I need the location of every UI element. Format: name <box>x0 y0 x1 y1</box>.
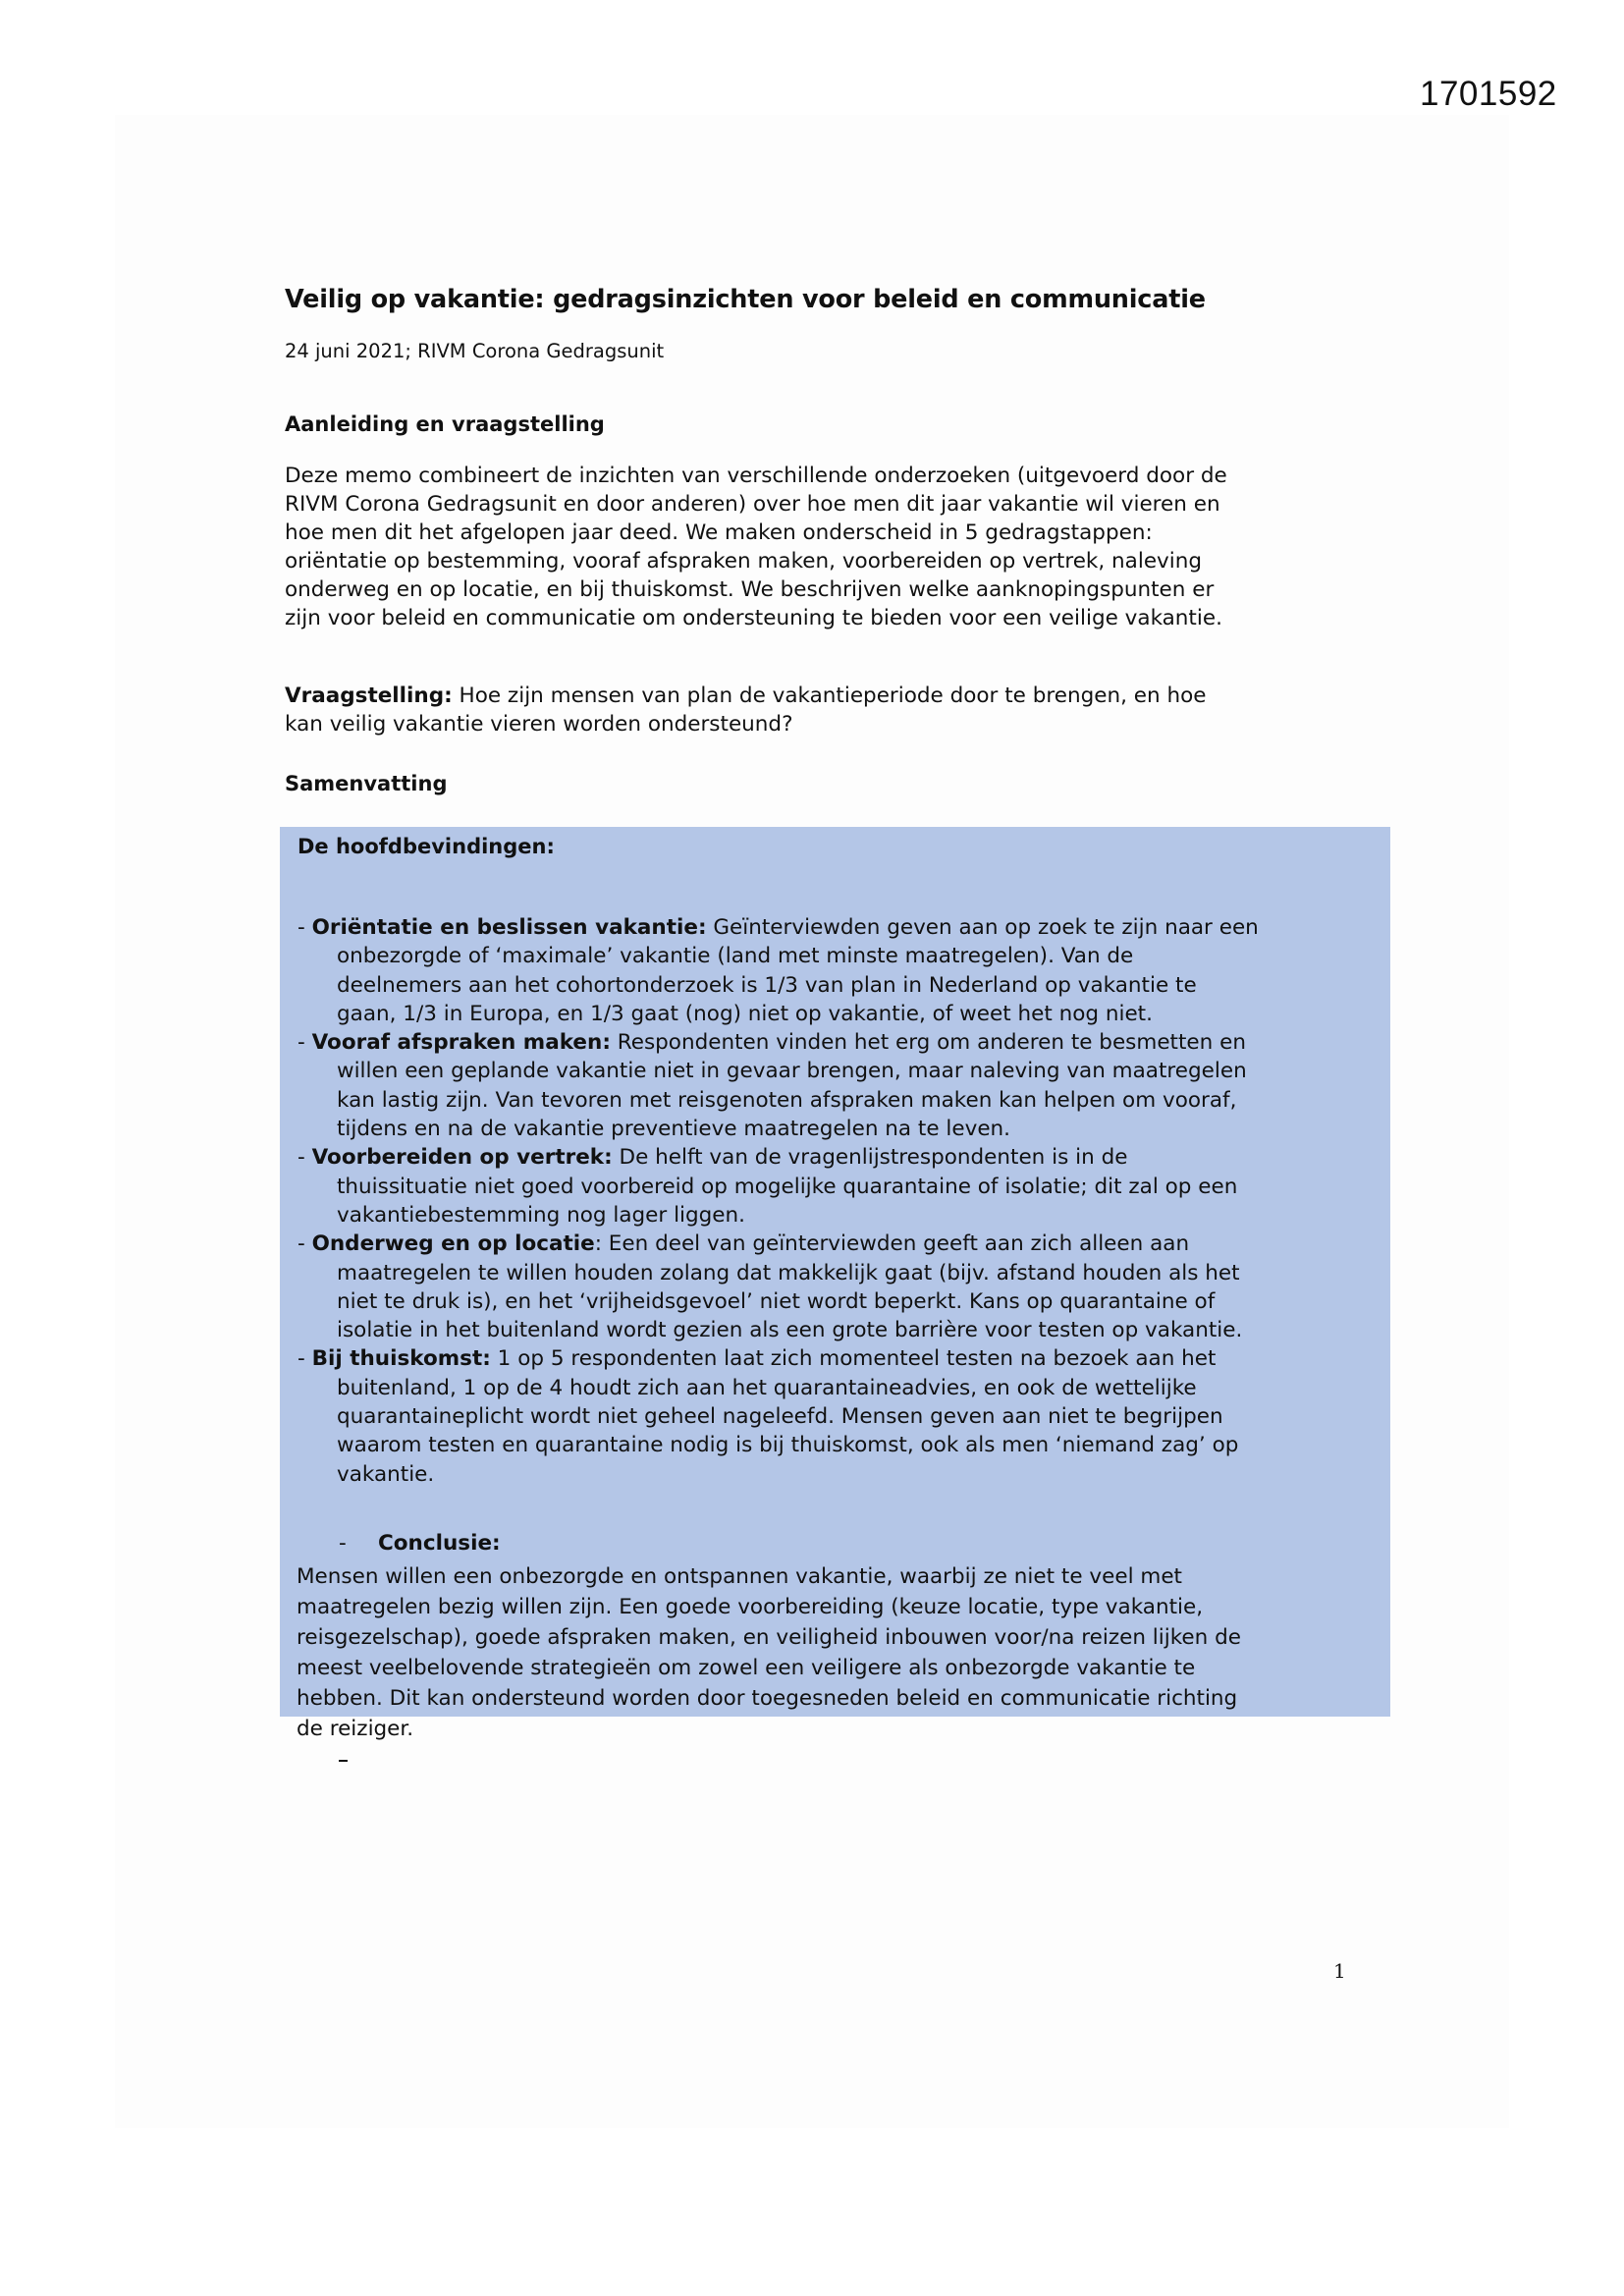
text-line: hebben. Dit kan ondersteund worden door toegesneden beleid en communicatie richting <box>297 1686 1238 1711</box>
text-line: reisgezelschap), goede afspraken maken, en veiligheid inbouwen voor/na reizen lijken de <box>297 1625 1241 1650</box>
conclusion-label: Conclusie: <box>378 1531 501 1556</box>
question-label: Vraagstelling: <box>285 683 453 708</box>
text-line: hoe men dit het afgelopen jaar deed. We maken onderscheid in 5 gedragstappen: <box>285 520 1153 545</box>
finding-item: - Bij thuiskomst: 1 op 5 respondenten laat zich momenteel testen na bezoek aan het buitenland, 1 op de 4 houdt zich aan het quarantaineadvies, en ook de wettelijke quarantaineplicht wordt niet geheel nageleefd. Mensen geven aan niet te begrijpen waarom testen en quarantaine nodig is bij thuiskomst, ook als men ‘niemand zag’ op vakantie. <box>298 1346 1239 1487</box>
finding-label: Voorbereiden op vertrek: <box>311 1145 613 1171</box>
question-text: Hoe zijn mensen van plan de vakantieperiode door te brengen, en hoe <box>452 683 1207 708</box>
text-line: meest veelbelovende strategieën om zowel een veiligere als onbezorgde vakantie te <box>297 1656 1196 1680</box>
empty-bullet-dash <box>339 1760 348 1762</box>
conclusion-paragraph <box>297 1561 1406 1744</box>
finding-label: Bij thuiskomst: <box>311 1346 491 1372</box>
text-line: Mensen willen een onbezorgde en ontspannen vakantie, waarbij ze niet te veel met <box>297 1564 1182 1589</box>
text-line: de reiziger. <box>297 1717 414 1741</box>
findings-list <box>298 913 1387 1489</box>
question-paragraph <box>285 682 1375 738</box>
finding-item: - Vooraf afspraken maken: Respondenten vinden het erg om anderen te besmetten en willen een geplande vakantie niet in gevaar brengen, maar naleving van maatregelen kan lastig zijn. Van tevoren met reisgenoten afspraken maken kan helpen om vooraf, tijdens en na de vakantie preventieve maatregelen na te leven. <box>298 1030 1247 1142</box>
findings-title: De hoofdbevindingen: <box>298 835 555 858</box>
document-subtitle: 24 juni 2021; RIVM Corona Gedragsunit <box>285 340 665 362</box>
intro-paragraph <box>285 462 1375 632</box>
bullet-dash: - <box>339 1531 347 1556</box>
section-heading-intro: Aanleiding en vraagstelling <box>285 412 605 436</box>
question-text: kan veilig vakantie vieren worden ondersteund? <box>285 712 793 737</box>
conclusion-heading <box>339 1531 501 1556</box>
finding-label: Oriëntatie en beslissen vakantie: <box>311 915 707 940</box>
text-line: oriëntatie op bestemming, vooraf afspraken maken, voorbereiden op vertrek, naleving <box>285 549 1203 574</box>
finding-label: Onderweg en op locatie <box>311 1231 595 1257</box>
text-line: Deze memo combineert de inzichten van verschillende onderzoeken (uitgevoerd door de <box>285 464 1227 488</box>
section-heading-summary: Samenvatting <box>285 772 448 795</box>
text-line: maatregelen bezig willen zijn. Een goede voorbereiding (keuze locatie, type vakantie, <box>297 1595 1204 1619</box>
finding-item: - Voorbereiden op vertrek: De helft van de vragenlijstrespondenten is in de thuissituatie niet goed voorbereid op mogelijke quarantaine of isolatie; dit zal op een vakantiebestemming nog lager liggen. <box>298 1145 1238 1228</box>
finding-item: - Oriëntatie en beslissen vakantie: Geïnterviewden geven aan op zoek te zijn naar een onbezorgde of ‘maximale’ vakantie (land met minste maatregelen). Van de deelnemers aan het cohortonderzoek is 1/3 van plan in Nederland op vakantie te gaan, 1/3 in Europa, en 1/3 gaat (nog) niet op vakantie, of weet het nog niet. <box>298 915 1259 1026</box>
document-id: 1701592 <box>1420 75 1557 113</box>
text-line: RIVM Corona Gedragsunit en door anderen) over hoe men dit jaar vakantie wil vieren en <box>285 492 1220 517</box>
text-line: zijn voor beleid en communicatie om ondersteuning te bieden voor een veilige vakantie. <box>285 606 1222 630</box>
finding-item: - Onderweg en op locatie: Een deel van geïnterviewden geeft aan zich alleen aan maatregelen te willen houden zolang dat makkelijk gaat (bijv. afstand houden als het niet te druk is), en het ‘vrijheidsgevoel’ niet wordt beperkt. Kans op quarantaine of isolatie in het buitenland wordt gezien als een grote barrière voor testen op vakantie. <box>298 1231 1243 1343</box>
text-line: onderweg en op locatie, en bij thuiskomst. We beschrijven welke aanknopingspunten er <box>285 577 1215 602</box>
page-number: 1 <box>1333 1959 1346 1983</box>
document-title: Veilig op vakantie: gedragsinzichten voor beleid en communicatie <box>285 285 1206 314</box>
finding-label: Vooraf afspraken maken: <box>311 1030 611 1056</box>
